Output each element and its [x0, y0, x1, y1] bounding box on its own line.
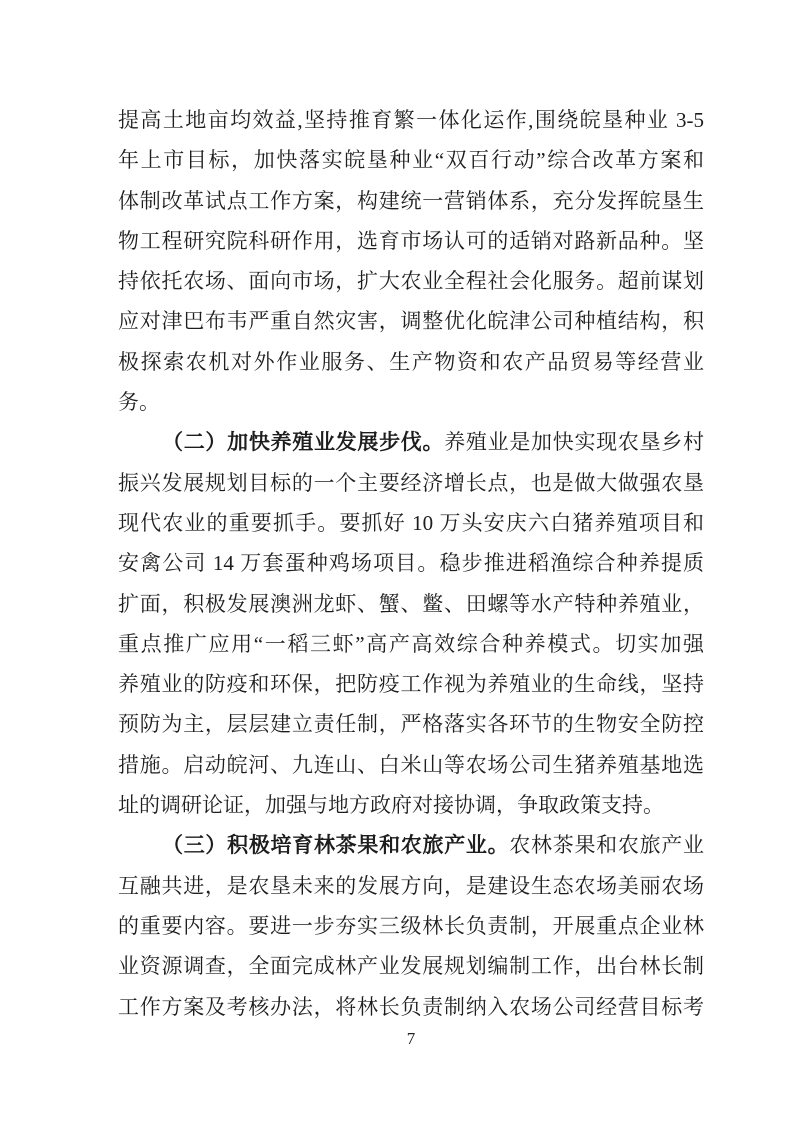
text-line: [118, 745, 704, 785]
line-text: 工作方案及考核办法，将林长负责制纳入农场公司经营目标考: [118, 994, 704, 1019]
text-line: [118, 664, 704, 704]
page-number: 7: [406, 1029, 416, 1048]
text-line: [118, 301, 704, 341]
text-line: [118, 866, 704, 906]
line-text: 养殖业的防疫和环保，把防疫工作视为养殖业的生命线，坚持: [118, 672, 704, 697]
line-text: 年上市目标，加快落实皖垦种业“双百行动”综合改革方案和: [118, 148, 704, 173]
text-line: [118, 382, 704, 422]
text-line: [118, 422, 704, 462]
line-text: 振兴发展规划目标的一个主要经济增长点，也是做大做强农垦: [118, 470, 704, 495]
line-text: 应对津巴布韦严重自然灾害，调整优化皖津公司种植结构，积: [118, 309, 704, 334]
text-line: [118, 584, 704, 624]
line-text: 的重要内容。要进一步夯实三级林长负责制，开展重点企业林: [118, 913, 704, 938]
line-text: 扩面，积极发展澳洲龙虾、蟹、鳖、田螺等水产特种养殖业，: [118, 591, 704, 616]
text-line: [118, 261, 704, 301]
text-line: [118, 181, 704, 221]
section-heading: （三）积极培育林茶果和农旅产业。: [162, 833, 510, 858]
line-text: 现代农业的重要抓手。要抓好 10 万头安庆六白猪养殖项目和: [118, 510, 704, 535]
line-text: 体制改革试点工作方案，构建统一营销体系，充分发挥皖垦生: [118, 188, 704, 213]
line-text: 持依托农场、面向市场，扩大农业全程社会化服务。超前谋划: [118, 269, 704, 294]
section-heading: （二）加快养殖业发展步伐。: [162, 430, 445, 455]
line-text: 极探索农机对外作业服务、生产物资和农产品贸易等经营业: [118, 349, 704, 374]
text-line: [118, 906, 704, 946]
line-text: 预防为主，层层建立责任制，严格落实各环节的生物安全防控: [118, 712, 704, 737]
text-line: [118, 342, 704, 382]
line-text: 址的调研论证，加强与地方政府对接协调，争取政策支持。: [118, 793, 664, 818]
text-line: [118, 100, 704, 140]
text-line: [118, 140, 704, 180]
line-text: 安禽公司 14 万套蛋种鸡场项目。稳步推进稻渔综合种养提质: [118, 551, 704, 576]
line-text: 重点推广应用“一稻三虾”高产高效综合种养模式。切实加强: [118, 631, 704, 656]
page-footer: [118, 1028, 704, 1050]
text-line: [118, 503, 704, 543]
line-text: 业资源调查，全面完成林产业发展规划编制工作，出台林长制: [118, 954, 704, 979]
line-text: 养殖业是加快实现农垦乡村: [444, 430, 705, 455]
line-text: 提高土地亩均效益,坚持推育繁一体化运作,围绕皖垦种业 3-5: [118, 108, 704, 132]
line-text: 务。: [118, 390, 160, 415]
text-line: [118, 946, 704, 986]
line-text: 措施。启动皖河、九连山、白米山等农场公司生猪养殖基地选: [118, 752, 704, 777]
text-line: [118, 543, 704, 583]
line-text: 互融共进，是农垦未来的发展方向，是建设生态农场美丽农场: [118, 873, 704, 898]
line-text: 物工程研究院科研作用，选育市场认可的适销对路新品种。坚: [118, 228, 704, 253]
text-line: [118, 624, 704, 664]
text-line: [118, 221, 704, 261]
text-line: [118, 463, 704, 503]
text-line: [118, 785, 704, 825]
text-line: [118, 987, 704, 1027]
document-body: [118, 100, 704, 1027]
text-line: [118, 825, 704, 865]
text-line: [118, 704, 704, 744]
line-text: 农林茶果和农旅产业: [509, 833, 705, 858]
